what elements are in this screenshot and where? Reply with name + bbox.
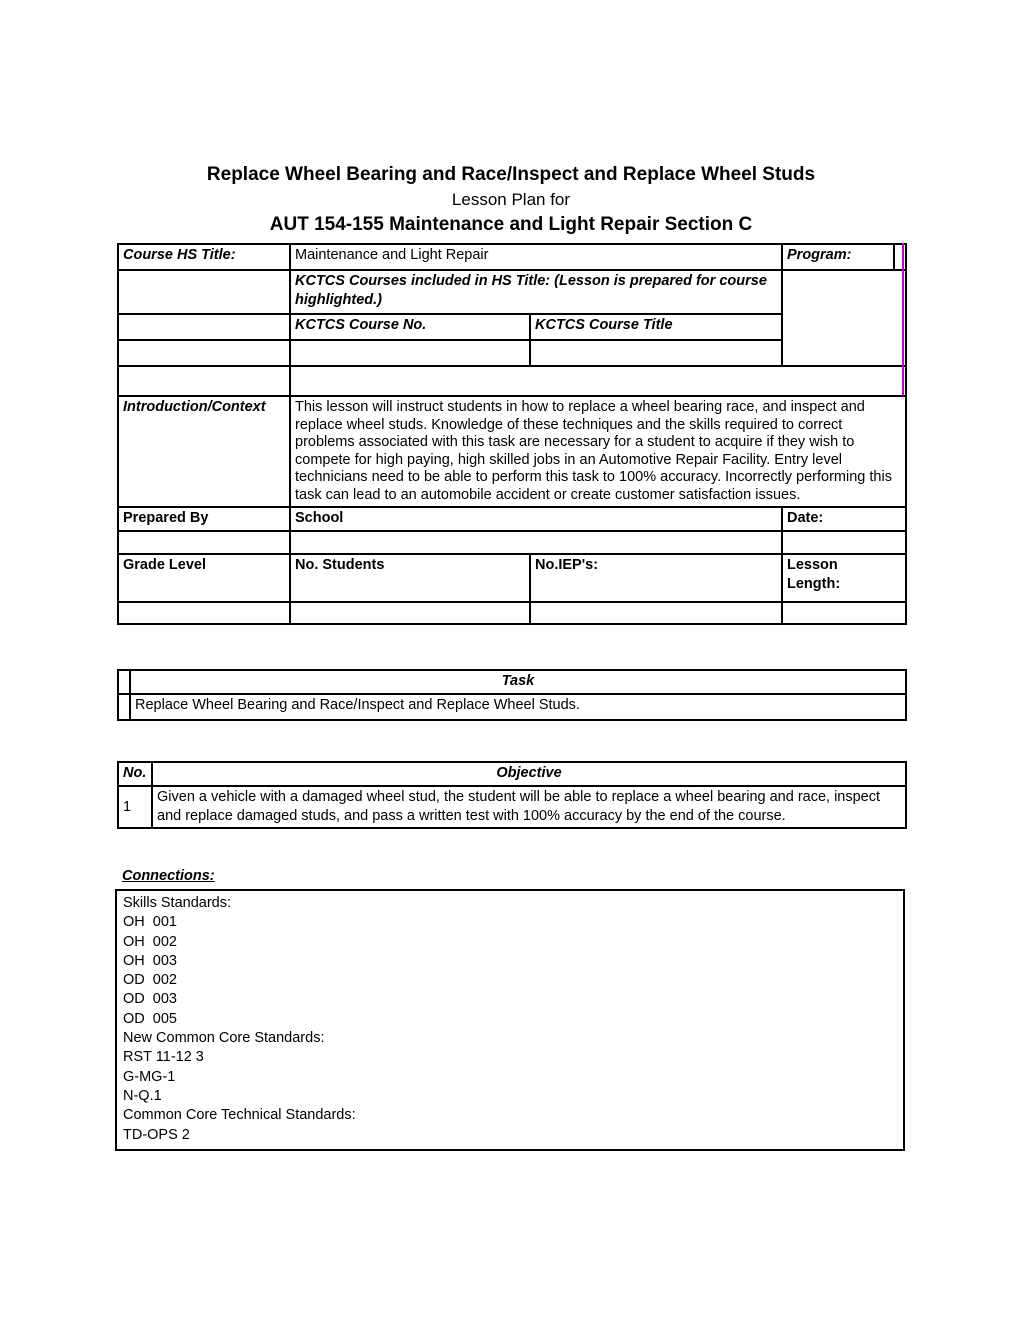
course-info-table bbox=[117, 243, 907, 625]
blank-cell[interactable] bbox=[118, 366, 290, 396]
no-students-label: No. Students bbox=[290, 554, 530, 602]
school-label: School bbox=[290, 507, 782, 531]
grade-level-label: Grade Level bbox=[118, 554, 290, 602]
course-hs-title-label: Course HS Title: bbox=[118, 244, 290, 270]
introduction-context-text: This lesson will instruct students in how to replace a wheel bearing race, and inspect and replace wheel studs. Knowledge of these techniques and the skills required to correct problems associated with this task are necessary for a student to acquire if they wish to compete for high paying, high skilled jobs in an Automotive Repair Facility. Entry level technicians need to be able to perform this task to 100% accuracy. Incorrectly performing this task can lead to an automobile accident or create customer satisfaction issues. bbox=[290, 396, 906, 507]
school-value-cell[interactable] bbox=[290, 531, 782, 554]
blank-cell[interactable] bbox=[118, 340, 290, 366]
connections-line: Common Core Technical Standards: bbox=[123, 1107, 356, 1124]
task-narrow-cell bbox=[118, 670, 130, 694]
blank-cell[interactable] bbox=[290, 366, 906, 396]
task-text: Replace Wheel Bearing and Race/Inspect and Replace Wheel Studs. bbox=[130, 694, 906, 720]
no-iep-value-cell[interactable] bbox=[530, 602, 782, 624]
kctcs-course-title-label: KCTCS Course Title bbox=[530, 314, 782, 340]
connections-box bbox=[115, 889, 905, 1151]
title-block bbox=[117, 162, 905, 238]
blank-cell[interactable] bbox=[118, 270, 290, 314]
connections-line: OH 003 bbox=[123, 952, 177, 969]
objective-table bbox=[117, 761, 907, 829]
kctcs-course-no-value-cell[interactable] bbox=[290, 340, 530, 366]
kctcs-included-label: KCTCS Courses included in HS Title: (Lesson is prepared for course highlighted.) bbox=[290, 270, 782, 314]
connections-line: TD-OPS 2 bbox=[123, 1126, 190, 1143]
objective-header: Objective bbox=[152, 762, 906, 786]
kctcs-course-no-label: KCTCS Course No. bbox=[290, 314, 530, 340]
connections-line: OD 005 bbox=[123, 1010, 177, 1027]
connections-label: Connections: bbox=[122, 868, 215, 884]
prepared-by-label: Prepared By bbox=[118, 507, 290, 531]
connections-line: OD 003 bbox=[123, 991, 177, 1008]
task-table bbox=[117, 669, 907, 721]
document-title-line1: Replace Wheel Bearing and Race/Inspect and Replace Wheel Studs bbox=[206, 164, 816, 185]
connections-line: OD 002 bbox=[123, 972, 177, 989]
program-label: Program: bbox=[782, 244, 894, 270]
prepared-by-value-cell[interactable] bbox=[118, 531, 290, 554]
task-narrow-cell bbox=[118, 694, 130, 720]
connections-line: Skills Standards: bbox=[123, 895, 231, 911]
program-value-cell[interactable] bbox=[894, 244, 906, 270]
introduction-context-label: Introduction/Context bbox=[118, 396, 290, 507]
revision-mark-line bbox=[902, 243, 904, 395]
objective-row-text: Given a vehicle with a damaged wheel stud, the student will be able to replace a wheel bearing and race, inspect and replace damaged studs, and pass a written test with 100% accuracy by the end of the course. bbox=[152, 786, 906, 828]
lesson-length-value-cell[interactable] bbox=[782, 602, 906, 624]
program-blank-cell[interactable] bbox=[782, 270, 906, 366]
objective-no-header: No. bbox=[118, 762, 152, 786]
date-label: Date: bbox=[782, 507, 906, 531]
date-value-cell[interactable] bbox=[782, 531, 906, 554]
connections-line: RST 11-12 3 bbox=[123, 1049, 204, 1066]
connections-line: OH 001 bbox=[123, 914, 177, 931]
connections-line: N-Q.1 bbox=[123, 1087, 162, 1104]
lesson-length-label: Lesson Length: bbox=[782, 554, 906, 602]
kctcs-course-title-value-cell[interactable] bbox=[530, 340, 782, 366]
objective-row-number: 1 bbox=[118, 786, 152, 828]
grade-level-value-cell[interactable] bbox=[118, 602, 290, 624]
no-students-value-cell[interactable] bbox=[290, 602, 530, 624]
course-hs-title-value[interactable]: Maintenance and Light Repair bbox=[290, 244, 782, 270]
connections-line: G-MG-1 bbox=[123, 1068, 176, 1085]
no-iep-label: No.IEP's: bbox=[530, 554, 782, 602]
task-header: Task bbox=[130, 670, 906, 694]
connections-line: New Common Core Standards: bbox=[123, 1030, 325, 1047]
document-title-line3: AUT 154-155 Maintenance and Light Repair Section C bbox=[269, 214, 753, 235]
blank-cell[interactable] bbox=[118, 314, 290, 340]
document-title-line2: Lesson Plan for bbox=[451, 190, 571, 209]
connections-line: OH 002 bbox=[123, 933, 177, 950]
table-row bbox=[118, 786, 906, 828]
